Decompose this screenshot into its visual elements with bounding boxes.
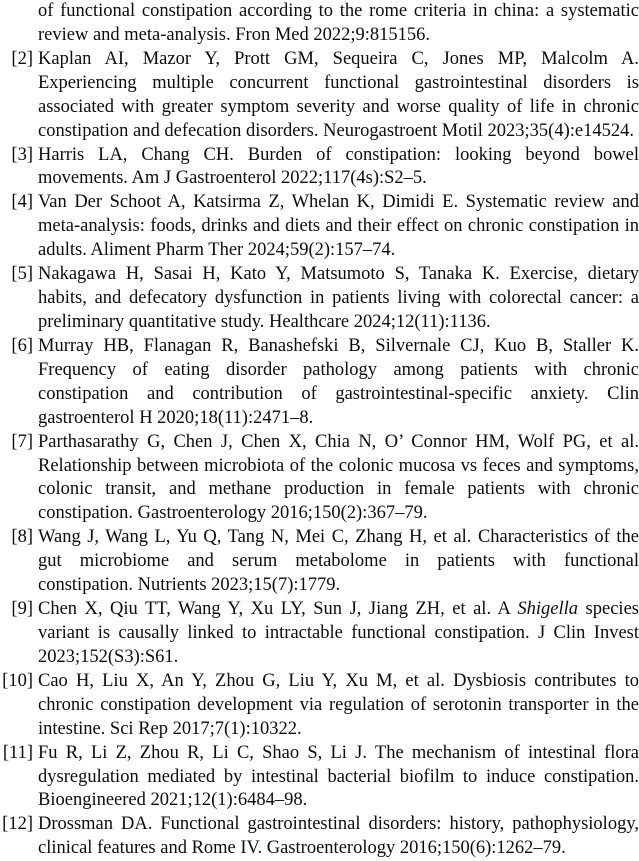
reference-number-label: [10] bbox=[2, 670, 33, 691]
reference-line: movements. Am J Gastroenterol 2022;117(4s):S2–5. bbox=[38, 168, 427, 189]
reference-line: Murray HB, Flanagan R, Banashefski B, Silvernale CJ, Kuo B, Staller K. bbox=[38, 335, 639, 356]
reference-line: Fu R, Li Z, Zhou R, Li C, Shao S, Li J. The mechanism of intestinal flora bbox=[38, 742, 639, 763]
reference-item bbox=[11, 191, 639, 263]
reference-line: Parthasarathy G, Chen J, Chen X, Chia N, O’ Connor HM, Wolf PG, et al. bbox=[38, 431, 639, 452]
reference-item bbox=[2, 813, 639, 861]
reference-line: gastroenterol H 2020;18(11):2471–8. bbox=[38, 407, 314, 428]
reference-line: dysregulation mediated by intestinal bacterial biofilm to induce constipation. bbox=[38, 766, 639, 787]
reference-line: constipation. Nutrients 2023;15(7):1779. bbox=[38, 575, 341, 596]
reference-line: Harris LA, Chang CH. Burden of constipation: looking beyond bowel bbox=[38, 144, 639, 165]
reference-line: colonic transit, and methane production in female patients with chronic bbox=[38, 479, 639, 500]
italic-species-name: Shigella bbox=[517, 599, 579, 620]
reference-item bbox=[11, 263, 639, 335]
reference-item bbox=[11, 526, 639, 598]
reference-line: Relationship between microbiota of the colonic mucosa vs feces and symptoms, bbox=[38, 455, 639, 476]
reference-text-segment: species bbox=[578, 599, 639, 620]
reference-line: constipation and contribution of gastrointestinal-specific anxiety. Clin bbox=[38, 383, 639, 404]
reference-number-label: [4] bbox=[11, 192, 33, 213]
reference-line: clinical features and Rome IV. Gastroenterology 2016;150(6):1262–79. bbox=[38, 838, 566, 859]
reference-line: constipation and defecation disorders. Neurogastroent Motil 2023;35(4):e14524. bbox=[38, 120, 634, 141]
reference-line: Kaplan AI, Mazor Y, Prott GM, Sequeira C, Jones MP, Malcolm A. bbox=[38, 48, 639, 69]
reference-number-label: [3] bbox=[11, 144, 33, 165]
reference-item bbox=[11, 431, 639, 527]
reference-line: Van Der Schoot A, Katsirma Z, Whelan K, Dimidi E. Systematic review and bbox=[38, 192, 639, 213]
reference-item bbox=[11, 335, 639, 431]
reference-line: meta-analysis: foods, drinks and diets and their effect on chronic constipation in bbox=[38, 216, 639, 237]
reference-item bbox=[11, 598, 639, 670]
reference-item bbox=[2, 670, 639, 742]
reference-item bbox=[38, 0, 639, 48]
reference-line: adults. Aliment Pharm Ther 2024;59(2):157–74. bbox=[38, 240, 396, 261]
reference-line: Wang J, Wang L, Yu Q, Tang N, Mei C, Zhang H, et al. Characteristics of the bbox=[38, 527, 639, 548]
reference-number-label: [11] bbox=[2, 742, 33, 763]
references-list bbox=[2, 0, 639, 861]
reference-line: gut microbiome and serum metabolome in patients with functional bbox=[38, 551, 639, 572]
reference-line: 2023;152(S3):S61. bbox=[38, 646, 179, 667]
reference-line bbox=[38, 598, 639, 622]
reference-line: review and meta-analysis. Fron Med 2022;9:815156. bbox=[38, 24, 431, 45]
reference-line: variant is causally linked to intractable functional constipation. J Clin Invest bbox=[38, 622, 639, 643]
reference-line: Cao H, Liu X, An Y, Zhou G, Liu Y, Xu M, et al. Dysbiosis contributes to bbox=[38, 670, 639, 691]
reference-line: habits, and defecatory dysfunction in patients living with colorectal cancer: a bbox=[38, 288, 639, 309]
reference-line: chronic constipation development via regulation of serotonin transporter in the bbox=[38, 694, 639, 715]
reference-number-label: [12] bbox=[2, 814, 33, 835]
reference-line: Experiencing multiple concurrent functional gastrointestinal disorders is bbox=[38, 72, 639, 93]
reference-line: Drossman DA. Functional gastrointestinal disorders: history, pathophysiology, bbox=[38, 814, 639, 835]
reference-number-label: [7] bbox=[11, 431, 33, 452]
reference-text-segment: Chen X, Qiu TT, Wang Y, Xu LY, Sun J, Jiang ZH, et al. A bbox=[38, 599, 518, 620]
reference-line: associated with greater symptom severity and worse quality of life in chronic bbox=[38, 96, 639, 117]
reference-line: intestine. Sci Rep 2017;7(1):10322. bbox=[38, 718, 302, 739]
reference-number-label: [9] bbox=[11, 599, 33, 620]
reference-number-label: [5] bbox=[11, 264, 33, 285]
reference-line: Frequency of eating disorder pathology among patients with chronic bbox=[38, 359, 639, 380]
reference-number-label: [6] bbox=[11, 335, 33, 356]
reference-line: Bioengineered 2021;12(1):6484–98. bbox=[38, 790, 308, 811]
reference-item bbox=[11, 144, 639, 192]
reference-item bbox=[2, 742, 639, 814]
reference-line: constipation. Gastroenterology 2016;150(2):367–79. bbox=[38, 503, 428, 524]
reference-item bbox=[11, 48, 639, 144]
reference-number-label: [2] bbox=[11, 48, 33, 69]
reference-line: Nakagawa H, Sasai H, Kato Y, Matsumoto S, Tanaka K. Exercise, dietary bbox=[38, 264, 639, 285]
reference-line: preliminary quantitative study. Healthcare 2024;12(11):1136. bbox=[38, 311, 491, 332]
reference-line: of functional constipation according to the rome criteria in china: a systematic bbox=[38, 1, 639, 21]
reference-number-label: [8] bbox=[11, 527, 33, 548]
